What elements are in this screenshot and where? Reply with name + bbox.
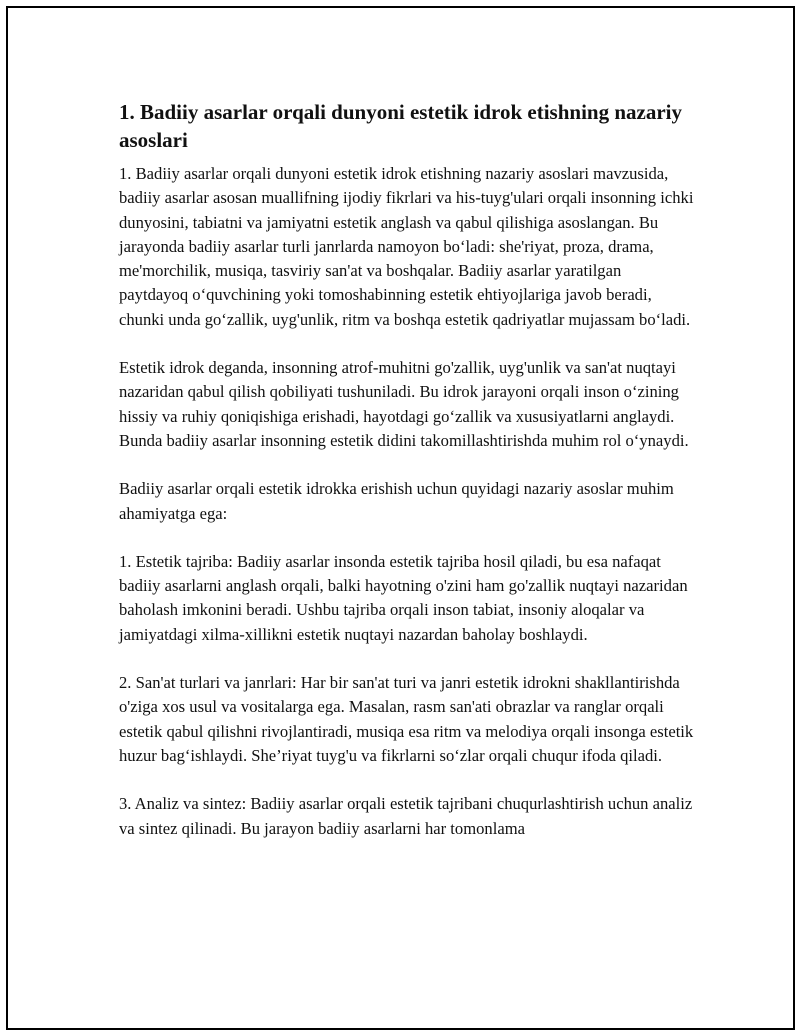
document-body	[119, 98, 694, 865]
document-title: 1. Badiiy asarlar orqali dunyoni estetik idrok etishning nazariy asoslari	[119, 100, 683, 152]
paragraph-analiz-sintez: 3. Analiz va sintez: Badiiy asarlar orqali estetik tajribani chuqurlashtirish uchun analiz va sintez qilinadi. Bu jarayon badiiy asarlarni har tomonlama	[119, 794, 693, 838]
paragraph-estetik-idrok: Estetik idrok deganda, insonning atrof-muhitni go'zallik, uyg'unlik va san'at nuqtayi nazaridan qabul qilish qobiliyati tushuniladi. Bu idrok jarayoni orqali inson o‘zining hissiy va ruhiy qoniqishiga erishadi, hayotdagi go‘zallik va xususiyatlarni anglaydi. Bunda badiiy asarlar insonning estetik didini takomillashtirishda muhim rol o‘ynaydi.	[119, 358, 689, 450]
paragraph-intro: 1. Badiiy asarlar orqali dunyoni estetik idrok etishning nazariy asoslari mavzusida, badiiy asarlar asosan muallifning ijodiy fikrlari va his-tuyg'ulari orqali insonning ichki dunyosini, tabiatni va jamiyatni estetik anglash va qabul qilishiga asoslangan. Bu jarayonda badiiy asarlar turli janrlarda namoyon bo‘ladi: she'riyat, proza, drama, me'morchilik, musiqa, tasviriy san'at va boshqalar. Badiiy asarlar yaratilgan paytdayoq o‘quvchining yoki tomoshabinning estetik ehtiyojlariga javob beradi, chunki unda go‘zallik, uyg'unlik, ritm va boshqa estetik qadriyatlar mujassam bo‘ladi.	[119, 164, 694, 329]
paragraph-sanat-turlari: 2. San'at turlari va janrlari: Har bir san'at turi va janri estetik idrokni shakllantirishda o'ziga xos usul va vositalarga ega. Masalan, rasm san'ati obrazlar va ranglar orqali estetik qabul qilishni rivojlantiradi, musiqa esa ritm va melodiya orqali insonga estetik huzur bag‘ishlaydi. She’riyat tuyg'u va fikrlarni so‘zlar orqali chuqur ifoda qiladi.	[119, 673, 694, 765]
paragraph-estetik-tajriba: 1. Estetik tajriba: Badiiy asarlar insonda estetik tajriba hosil qiladi, bu esa nafaqat badiiy asarlarni anglash orqali, balki hayotning o'zini ham go'zallik nuqtayi nazaridan baholash imkonini beradi. Ushbu tajriba orqali inson tabiat, insoniy aloqalar va jamiyatdagi xilma-xillikni estetik nuqtayi nazardan baholay boshlaydi.	[119, 551, 688, 644]
page-frame	[6, 6, 795, 1030]
paragraph-nazariy-asoslar: Badiiy asarlar orqali estetik idrokka erishish uchun quyidagi nazariy asoslar muhim ahamiyatga ega:	[119, 479, 674, 523]
paragraph-list	[119, 162, 694, 841]
